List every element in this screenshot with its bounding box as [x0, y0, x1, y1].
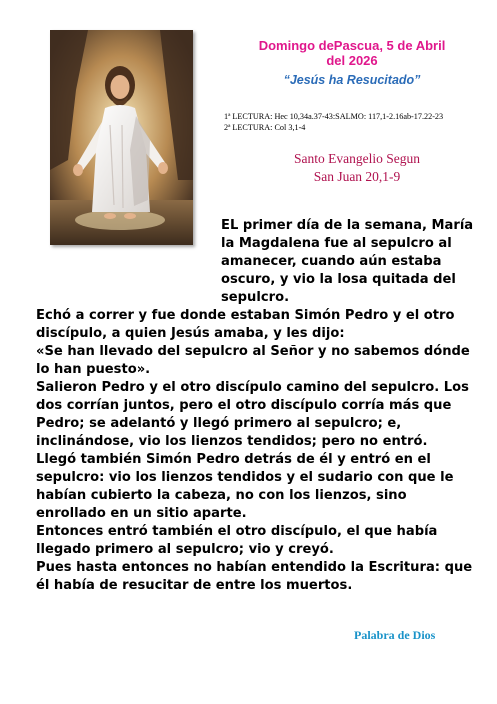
gospel-heading: Santo Evangelio Segun — [294, 151, 420, 166]
page-subtitle: “Jesús ha Resucitado” — [283, 73, 421, 87]
gospel-text — [36, 217, 478, 595]
footer-text: Palabra de Dios — [354, 628, 436, 642]
paragraph: «Se han llevado del sepulcro al Señor y no sabemos dónde lo han puesto». — [36, 344, 470, 377]
paragraph: Entonces entró también el otro discípulo, el que había llegado primero al sepulcro; vio y creyó. — [36, 524, 438, 557]
readings-list — [224, 111, 474, 133]
paragraph: EL primer día de la semana, María la Magdalena fue al sepulcro al amanecer, cuando aún estaba oscuro, y vio la losa quitada del sepulcro. — [221, 218, 474, 305]
gospel-reference — [252, 150, 462, 186]
resurrected-christ-illustration — [50, 30, 193, 245]
readings-line: 2ª LECTURA: Col 3,1-4 — [224, 123, 306, 132]
gospel-citation: San Juan 20,1-9 — [313, 169, 401, 184]
paragraph: Llegó también Simón Pedro detrás de él y entró en el sepulcro: vio los lienzos tendidos y el sudario con que le habían cubierto la cabeza, no con los lienzos, sino enrollado en un sitio aparte. — [36, 452, 454, 521]
readings-line: 1ª LECTURA: Hec 10,34a.37-43:SALMO: 117,1-2.16ab-17.22-23 — [224, 112, 444, 121]
paragraph: Pues hasta entonces no habían entendido la Escritura: que él había de resucitar de entre los muertos. — [36, 560, 473, 593]
paragraph: Echó a correr y fue donde estaban Simón Pedro y el otro discípulo, a quien Jesús amaba, y les dijo: — [36, 308, 455, 341]
page-title: Domingo dePascua, 5 de Abril del 2026 — [258, 38, 446, 68]
resurrected-christ-image — [50, 30, 193, 245]
paragraph: Salieron Pedro y el otro discípulo camino del sepulcro. Los dos corrían juntos, pero el otro discípulo corría más que Pedro; se adelantó y llegó primero al sepulcro; e, inclinándose, vio los lienzos tendidos; pero no entró. — [36, 380, 469, 449]
